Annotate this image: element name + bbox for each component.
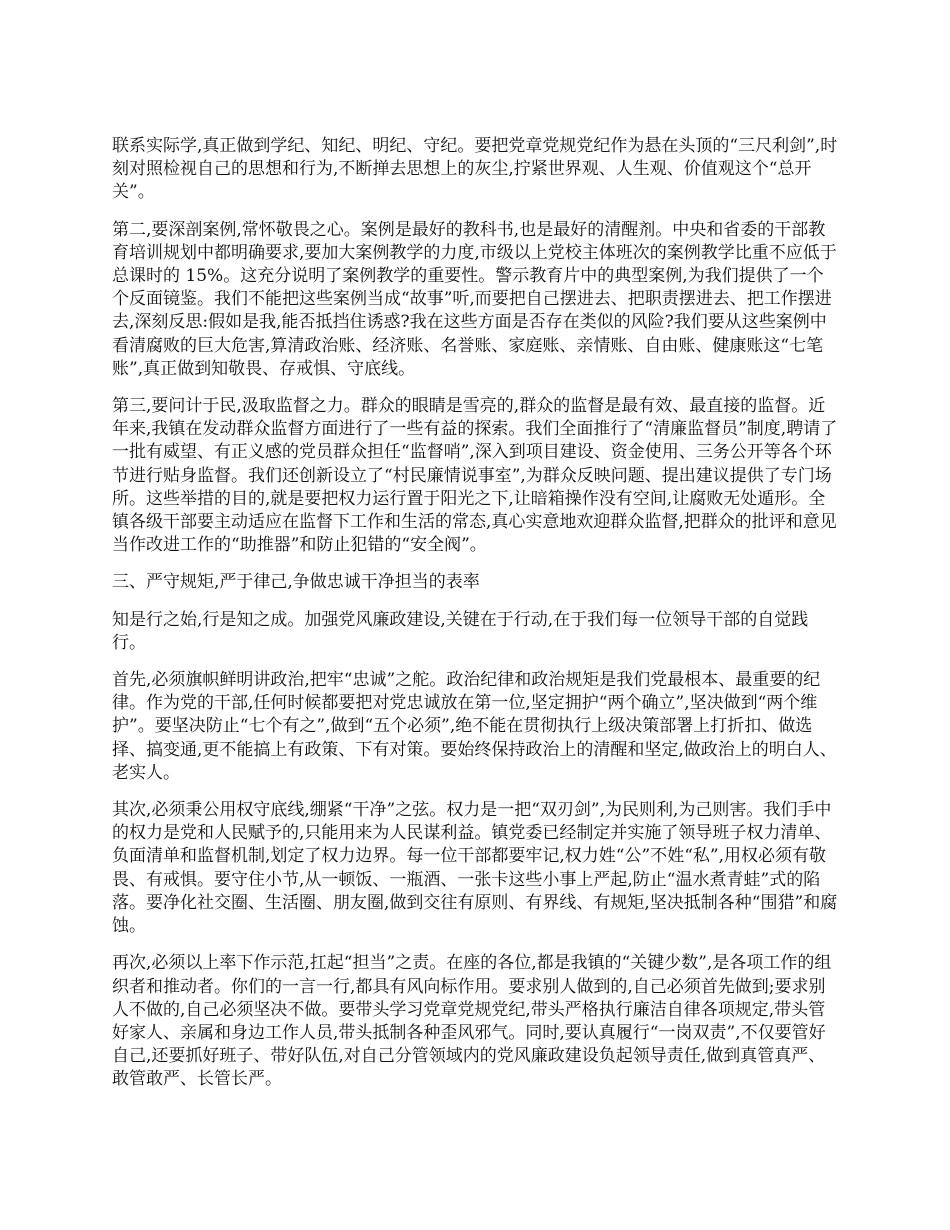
paragraph-first-politics: 首先,必须旗帜鲜明讲政治,把牢“忠诚”之舵。政治纪律和政治规矩是我们党最根本、最重要的纪律。作为党的干部,任何时候都要把对党忠诚放在第一位,坚定拥护“两个确立”,坚决做到“两个维护”。要坚决防止“七个有之”,做到“五个必须”,绝不能在贯彻执行上级决策部署上打折扣、做选择、搞变通,更不能搞上有政策、下有对策。要始终保持政治上的清醒和坚定,做政治上的明白人、老实人。 xyxy=(112,670,837,783)
paragraph-continuation: 联系实际学,真正做到学纪、知纪、明纪、守纪。要把党章党规党纪作为悬在头顶的“三尺利剑”,时刻对照检视自己的思想和行为,不断掸去思想上的灰尘,拧紧世界观、人生观、价值观这个“总开关”。 xyxy=(112,136,838,203)
paragraph-intro-action: 知是行之始,行是知之成。加强党风廉政建设,关键在于行动,在于我们每一位领导干部的自觉践行。 xyxy=(112,609,809,653)
paragraph-second-clean-power: 其次,必须秉公用权守底线,绷紧“干净”之弦。权力是一把“双刃剑”,为民则利,为己则害。我们手中的权力是党和人民赋予的,只能用来为人民谋利益。镇党委已经制定并实施了领导班子权力清单、负面清单和监督机制,划定了权力边界。每一位干部都要牢记,权力姓“公”不姓“私”,用权必须有敬畏、有戒惧。要守住小节,从一顿饭、一瓶酒、一张卡这些小事上严起,防止“温水煮青蛙”式的陷落。要净化社交圈、生活圈、朋友圈,做到交往有原则、有界线、有规矩,坚决抵制各种“围猎”和腐蚀。 xyxy=(112,800,838,937)
section-heading-three: 三、严守规矩,严于律己,争做忠诚干净担当的表率 xyxy=(112,572,480,593)
document-body xyxy=(112,135,838,1106)
paragraph-third-lead-by-example: 再次,必须以上率下作示范,扛起“担当”之责。在座的各位,都是我镇的“关键少数”,是各项工作的组织者和推动者。你们的一言一行,都具有风向标作用。要求别人做到的,自己必须首先做到;要求别人不做的,自己必须坚决不做。要带头学习党章党规党纪,带头严格执行廉洁自律各项规定,带头管好家人、亲属和身边工作人员,带头抵制各种歪风邪气。同时,要认真履行“一岗双责”,不仅要管好自己,还要抓好班子、带好队伍,对自己分管领域内的党风廉政建设负起领导责任,做到真管真严、敢管敢严、长管长严。 xyxy=(112,953,832,1090)
paragraph-second-case-study: 第二,要深剖案例,常怀敬畏之心。案例是最好的教科书,也是最好的清醒剂。中央和省委的干部教育培训规划中都明确要求,要加大案例教学的力度,市级以上党校主体班次的案例教学比重不应低于总课时的 15%。这充分说明了案例教学的重要性。警示教育片中的典型案例,为我们提供了一个个反面镜鉴。我们不能把这些案例当成“故事”听,而要把自己摆进去、把职责摆进去、把工作摆进去,深刻反思:假如是我,能否抵挡住诱惑?我在这些方面是否存在类似的风险?我们要从这些案例中看清腐败的巨大危害,算清政治账、经济账、名誉账、家庭账、亲情账、自由账、健康账这“七笔账”,真正做到知敬畏、存戒惧、守底线。 xyxy=(112,219,837,379)
paragraph-third-public-supervision: 第三,要问计于民,汲取监督之力。群众的眼睛是雪亮的,群众的监督是最有效、最直接的监督。近年来,我镇在发动群众监督方面进行了一些有益的探索。我们全面推行了“清廉监督员”制度,聘请了一批有威望、有正义感的党员群众担任“监督哨”,深入到项目建设、资金使用、三务公开等各个环节进行贴身监督。我们还创新设立了“村民廉情说事室”,为群众反映问题、提出建议提供了专门场所。这些举措的目的,就是要把权力运行置于阳光之下,让暗箱操作没有空间,让腐败无处遁形。全镇各级干部要主动适应在监督下工作和生活的常态,真心实意地欢迎群众监督,把群众的批评和意见当作改进工作的“助推器”和防止犯错的“安全阀”。 xyxy=(112,396,838,556)
